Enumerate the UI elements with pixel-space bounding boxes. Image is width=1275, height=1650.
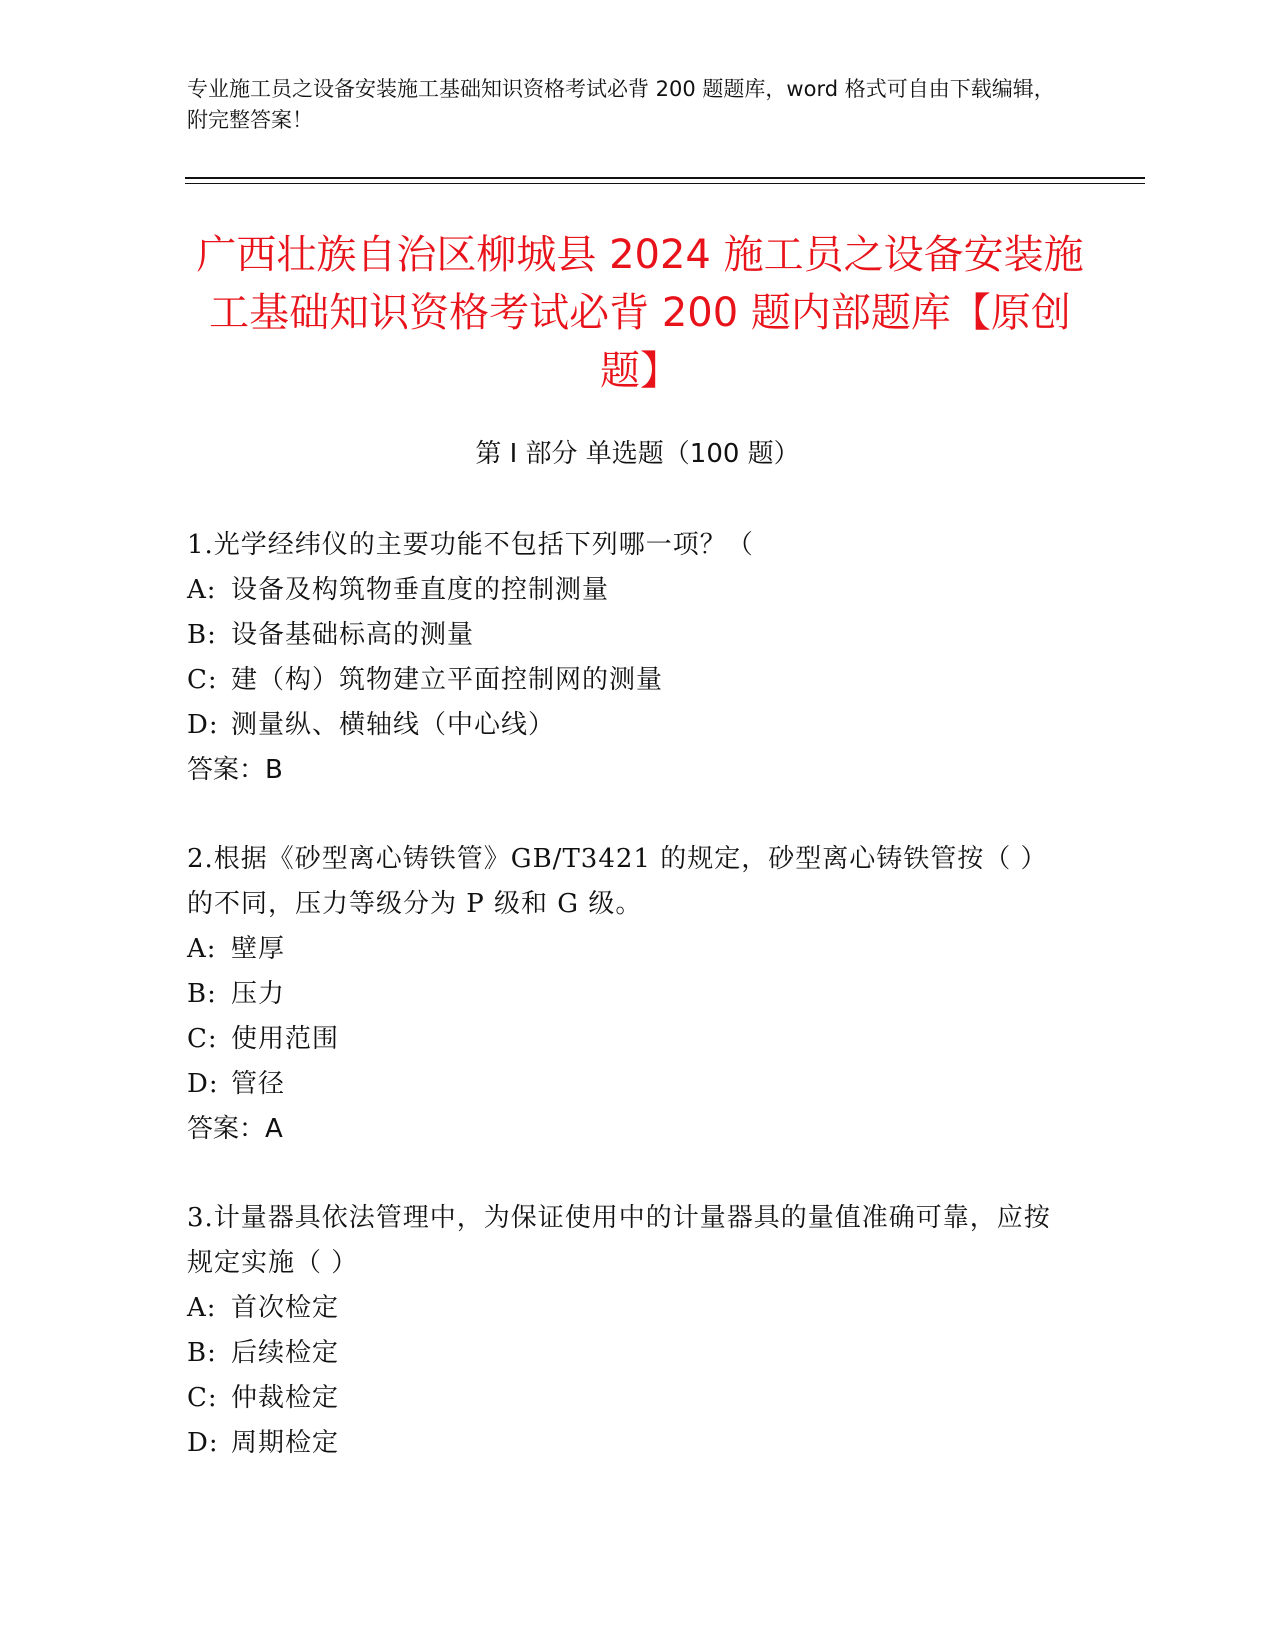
header-rule-thin [185,183,1145,184]
option-text: 测量纵、横轴线（中心线） [231,710,556,740]
option-text: 后续检定 [231,1338,340,1368]
option-key: C: [187,1383,218,1413]
option-key: C: [187,1024,218,1054]
option-key: A: [187,575,217,605]
option-key: D: [187,1428,219,1458]
option-text: 首次检定 [231,1293,340,1323]
option-text: 设备基础标高的测量 [231,620,475,650]
option-key: D: [187,1069,219,1099]
option-a [187,1286,1067,1331]
header-note: 专业施工员之设备安装施工基础知识资格考试必背 200 题题库，word 格式可自由下载编辑，附完整答案！ [187,77,1055,132]
option-d [187,1421,1067,1466]
option-d [187,1062,1067,1107]
option-key: D: [187,710,219,740]
option-key: A: [187,934,217,964]
option-key: A: [187,1293,217,1323]
question-2 [187,837,1067,1152]
option-c [187,658,1067,703]
option-text: 使用范围 [231,1024,340,1054]
document-title: 广西壮族自治区柳城县 2024 施工员之设备安装施工基础知识资格考试必背 200 题内部题库【原创题】 [196,232,1084,394]
question-text: 1.光学经纬仪的主要功能不包括下列哪一项？（ [187,530,754,560]
option-text: 压力 [231,979,286,1009]
option-text: 周期检定 [231,1428,340,1458]
question-text: 3.计量器具依法管理中，为保证使用中的计量器具的量值准确可靠，应按规定实施（ ） [187,1203,1051,1278]
option-a [187,927,1067,972]
option-text: 壁厚 [231,934,286,964]
header-rule-thick [185,177,1145,179]
option-b [187,613,1067,658]
option-a [187,568,1067,613]
question-3 [187,1196,1067,1466]
option-key: B: [187,1338,217,1368]
answer: 答案：A [187,1114,283,1144]
option-key: C: [187,665,218,695]
option-c [187,1017,1067,1062]
option-d [187,703,1067,748]
option-text: 管径 [231,1069,286,1099]
option-key: B: [187,979,217,1009]
question-text: 2.根据《砂型离心铸铁管》GB/T3421 的规定，砂型离心铸铁管按（ ）的不同，压力等级分为 P 级和 G 级。 [187,844,1048,919]
option-key: B: [187,620,217,650]
option-text: 仲裁检定 [231,1383,340,1413]
answer: 答案：B [187,755,283,785]
option-b [187,1331,1067,1376]
option-c [187,1376,1067,1421]
question-1 [187,523,1067,793]
option-text: 建（构）筑物建立平面控制网的测量 [231,665,664,695]
question-list [187,523,1067,1510]
option-b [187,972,1067,1017]
section-heading: 第 I 部分 单选题（100 题） [475,439,800,469]
option-text: 设备及构筑物垂直度的控制测量 [231,575,610,605]
